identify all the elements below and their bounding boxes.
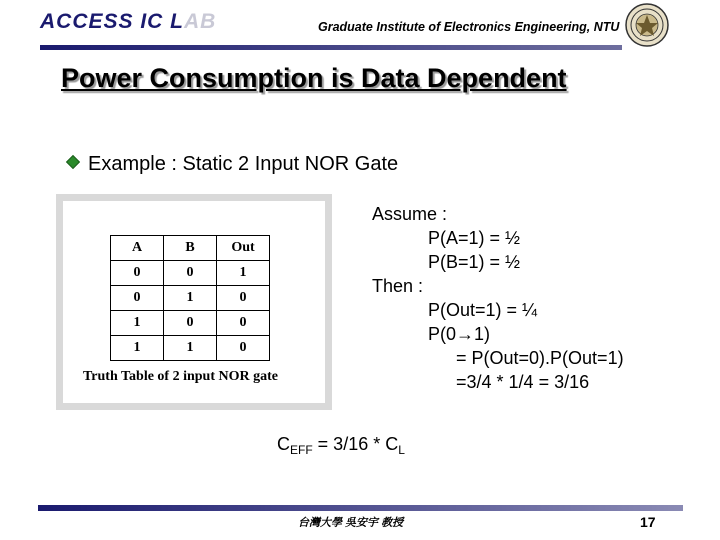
ceff-c: C <box>277 434 290 454</box>
page-number: 17 <box>640 514 656 530</box>
then-label: Then : <box>372 276 424 296</box>
ceff-l-subscript: L <box>398 443 405 457</box>
header-rule <box>40 45 622 50</box>
prob-b: P(B=1) = ½ <box>428 252 521 272</box>
header-out: Out <box>217 236 270 261</box>
equation-line-1: = P(Out=0).P(Out=1) <box>456 348 624 368</box>
institute-name: Graduate Institute of Electronics Engineering, NTU <box>318 20 620 34</box>
prob-a: P(A=1) = ½ <box>428 228 521 248</box>
table-cell: 1 <box>111 311 164 336</box>
ceff-eff-subscript: EFF <box>290 443 313 457</box>
table-cell: 0 <box>217 336 270 361</box>
prob-out: P(Out=1) = ¼ <box>428 300 538 320</box>
equation-line-2: =3/4 * 1/4 = 3/16 <box>456 372 590 392</box>
truth-table <box>110 235 270 361</box>
ceff-middle: = 3/16 * C <box>312 434 399 454</box>
header-a: A <box>111 236 164 261</box>
truth-table-caption: Truth Table of 2 input NOR gate <box>83 369 278 384</box>
table-cell: 0 <box>164 311 217 336</box>
truth-table-header-row <box>111 236 270 261</box>
table-cell: 1 <box>164 286 217 311</box>
bullet-text: Example : Static 2 Input NOR Gate <box>88 153 399 175</box>
table-row <box>111 286 270 311</box>
prob-transition: P(0→1) <box>428 324 491 344</box>
assume-label: Assume : <box>372 204 448 224</box>
header-b: B <box>164 236 217 261</box>
lab-logo-dark-text: ACCESS IC L <box>40 10 185 33</box>
truth-table-figure <box>56 194 332 410</box>
table-cell: 1 <box>111 336 164 361</box>
ceff-equation <box>277 434 405 457</box>
diamond-bullet-icon <box>66 155 80 169</box>
table-cell: 0 <box>111 286 164 311</box>
table-cell: 0 <box>164 261 217 286</box>
table-cell: 0 <box>111 261 164 286</box>
table-cell: 0 <box>217 311 270 336</box>
table-cell: 1 <box>217 261 270 286</box>
table-row <box>111 311 270 336</box>
university-seal-icon <box>625 3 669 47</box>
table-row <box>111 336 270 361</box>
slide-title: Power Consumption is Data Dependent <box>61 63 567 93</box>
table-cell: 0 <box>217 286 270 311</box>
bullet-item <box>64 153 398 176</box>
lab-logo-light-text: AB <box>184 10 217 33</box>
truth-table-figure-inner <box>63 201 325 403</box>
table-row <box>111 261 270 286</box>
table-cell: 1 <box>164 336 217 361</box>
lab-logo <box>40 10 216 34</box>
footer-credit: 台灣大學 吳安宇 教授 <box>298 517 404 529</box>
footer-rule <box>38 505 683 511</box>
